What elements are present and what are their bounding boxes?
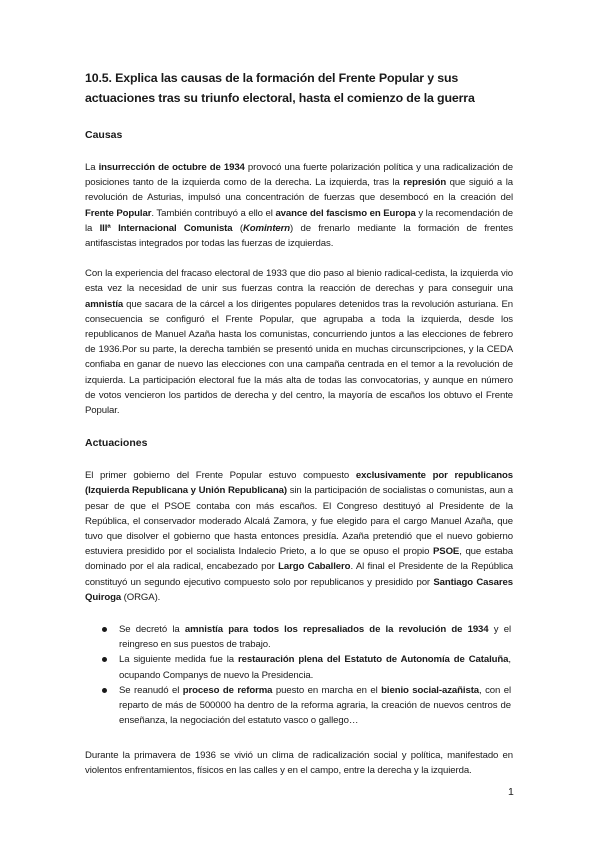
list-item [85,683,513,729]
section-heading-actuaciones: Actuaciones [85,437,148,450]
actuaciones-bullet-list [85,622,513,728]
bullet-icon [102,688,107,693]
list-item [85,622,513,652]
list-item-text: Se decretó la amnistía para todos los represaliados de la revolución de 1934 y el reingreso en sus puestos de trabajo. [119,624,511,651]
list-item-text: Se reanudó el proceso de reforma puesto en marcha en el bienio social-azañista, con el reparto de más de 500000 ha dentro de la reforma agraria, la creación de nuevos centros de enseñanza, la negociación del estatuto vasco o gallego… [119,684,512,727]
list-item-text: La siguiente medida fue la restauración plena del Estatuto de Autonomía de Cataluña, ocupando Companys de nuevo la Presidencia. [119,654,511,681]
page-number: 1 [508,786,514,798]
section-heading-causas: Causas [85,129,123,141]
actuaciones-paragraph-2: Durante la primavera de 1936 se vivió un clima de radicalización social y política, manifestado en violentos enfrentamientos, físicos en las calles y en el campo, entre la derecha y la izquierda. [85,749,513,776]
bullet-icon [102,657,107,662]
actuaciones-paragraph-1: El primer gobierno del Frente Popular estuvo compuesto exclusivamente por republicanos (Izquierda Republicana y Unión Republicana) sin la participación de socialistas o comunistas, aun a pesar de que el PSOE contaba con más escaños. El Congreso destituyó al Presidente de la República, el conservador moderado Alcalá Zamora, y fue elegido para el cargo Manuel Azaña, que tuvo que disolver el gobierno que hasta entonces presidía. Azaña pretendió que el nuevo gobierno estuviera presidido por el socialista Indalecio Prieto, a lo que se opuso el propio PSOE, que estaba dominado por el ala radical, encabezado por Largo Caballero. Al final el Presidente de la República constituyó un segundo ejecutivo compuesto solo por republicanos y presidido por Santiago Casares Quiroga (ORGA). [85,470,514,603]
causas-paragraph-1: La insurrección de octubre de 1934 provocó una fuerte polarización política y una radicalización de posiciones tanto de la izquierda como de la derecha. La izquierda, tras la represión que siguió a la revolución de Asturias, impulsó una concentración de fuerzas que desembocó en la creación del Frente Popular. También contribuyó a ello el avance del fascismo en Europa y la recomendación de la IIIª Internacional Comunista (Komintern) de frenarlo mediante la formación de frentes antifascistas integrados por todas las fuerzas de izquierdas. [85,162,513,250]
list-item [85,652,513,682]
causas-paragraph-2: Con la experiencia del fracaso electoral de 1933 que dio paso al bienio radical-cedista, la izquierda vio esta vez la necesidad de unir sus fuerzas contra la reacción de derechas y para conseguir una amnistía que sacara de la cárcel a los dirigentes populares detenidos tras la revolución asturiana. En consecuencia se configuró el Frente Popular, que agrupaba a toda la izquierda, desde los republicanos de Manuel Azaña hasta los comunistas, concurriendo juntos a las elecciones de febrero de 1936.Por su parte, la derecha también se presentó unida en muchas circunscripciones, y la CEDA confiaba en ganar de nuevo las elecciones con una campaña centrada en el temor a la revolución de izquierda. La participación electoral fue la más alta de todas las convocatorias, y aunque en número de votos vencieron los partidos de derecha y del centro, la mayoría de escaños los obtuvo el Frente Popular. [85,268,513,417]
page-title: 10.5. Explica las causas de la formación del Frente Popular y sus actuaciones tras su triunfo electoral, hasta el comienzo de la guerra [85,71,475,105]
document-page [85,68,513,778]
bullet-icon [102,627,107,632]
